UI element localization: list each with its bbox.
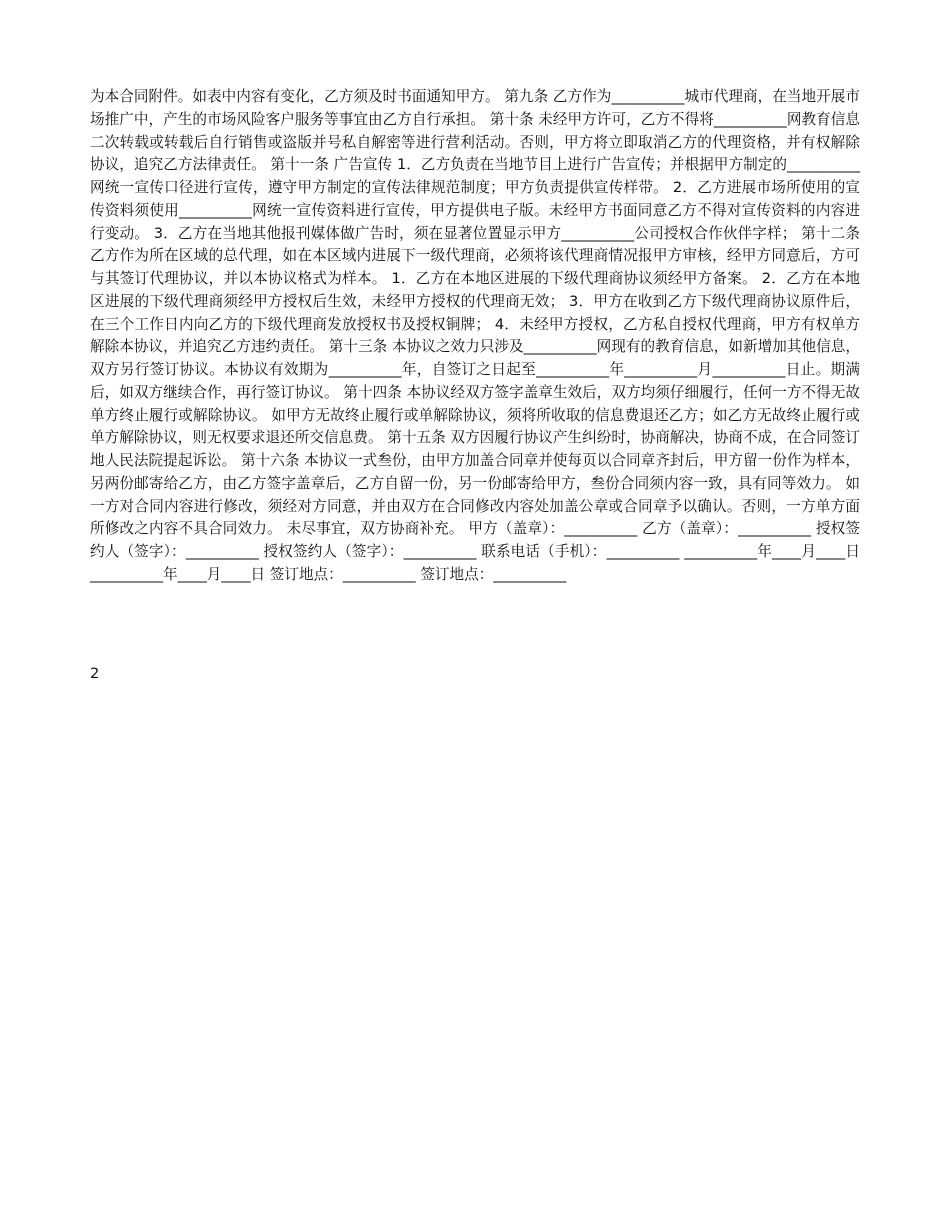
page-number: 2 — [90, 665, 100, 682]
contract-body-text: 为本合同附件。如表中内容有变化，乙方须及时书面通知甲方。 第九条 乙方作为__________城市代理商，在当地开展市场推广中，产生的市场风险客户服务等事宜由乙方自行承担。 第十条 未经甲方许可，乙方不得将__________网教育信息二次转载或转载后自行销售或盗版并号私自解密等进行营利活动。否则，甲方将立即取消乙方的代理资格，并有权解除协议，追究乙方法律责任。 第十一条 广告宣传 1．乙方负责在当地节目上进行广告宣传；并根据甲方制定的__________网统一宣传口径进行宣传，遵守甲方制定的宣传法律规范制度；甲方负责提供宣传样带。 2．乙方进展市场所使用的宣传资料须使用__________网统一宣传资料进行宣传，甲方提供电子版。未经甲方书面同意乙方不得对宣传资料的内容进行变动。 3．乙方在当地其他报刊媒体做广告时，须在显著位置显示甲方__________公司授权合作伙伴字样； 第十二条 乙方作为所在区域的总代理，如在本区域内进展下一级代理商，必须将该代理商情况报甲方审核，经甲方同意后，方可与其签订代理协议，并以本协议格式为样本。 1．乙方在本地区进展的下级代理商协议须经甲方备案。 2．乙方在本地区进展的下级代理商须经甲方授权后生效，未经甲方授权的代理商无效； 3．甲方在收到乙方下级代理商协议原件后，在三个工作日内向乙方的下级代理商发放授权书及授权铜牌； 4．未经甲方授权，乙方私自授权代理商，甲方有权单方解除本协议，并追究乙方违约责任。 第十三条 本协议之效力只涉及__________网现有的教育信息，如新增加其他信息，双方另行签订协议。本协议有效期为__________年，自签订之日起至__________年__________月__________日止。期满后，如双方继续合作，再行签订协议。 第十四条 本协议经双方签字盖章生效后，双方均须仔细履行，任何一方不得无故单方终止履行或解除协议。 如甲方无故终止履行或单解除协议，须将所收取的信息费退还乙方；如乙方无故终止履行或单方解除协议，则无权要求退还所交信息费。 第十五条 双方因履行协议产生纠纷时，协商解决，协商不成，在合同签订地人民法院提起诉讼。 第十六条 本协议一式叁份，由甲方加盖合同章并使每页以合同章齐封后，甲方留一份作为样本，另两份邮寄给乙方，由乙方签字盖章后，乙方自留一份，另一份邮寄给甲方，叁份合同须内容一致，具有同等效力。 如一方对合同内容进行修改，须经对方同意，并由双方在合同修改内容处加盖公章或合同章予以确认。否则，一方单方面所修改之内容不具合同效力。 未尽事宜，双方协商补充。 甲方（盖章）：__________ 乙方（盖章）：__________ 授权签约人（签字）：__________ 授权签约人（签字）：__________ 联系电话（手机）：__________ __________年____月____日 __________年____月____日 签订地点：__________ 签订地点：__________ — [90, 88, 860, 583]
